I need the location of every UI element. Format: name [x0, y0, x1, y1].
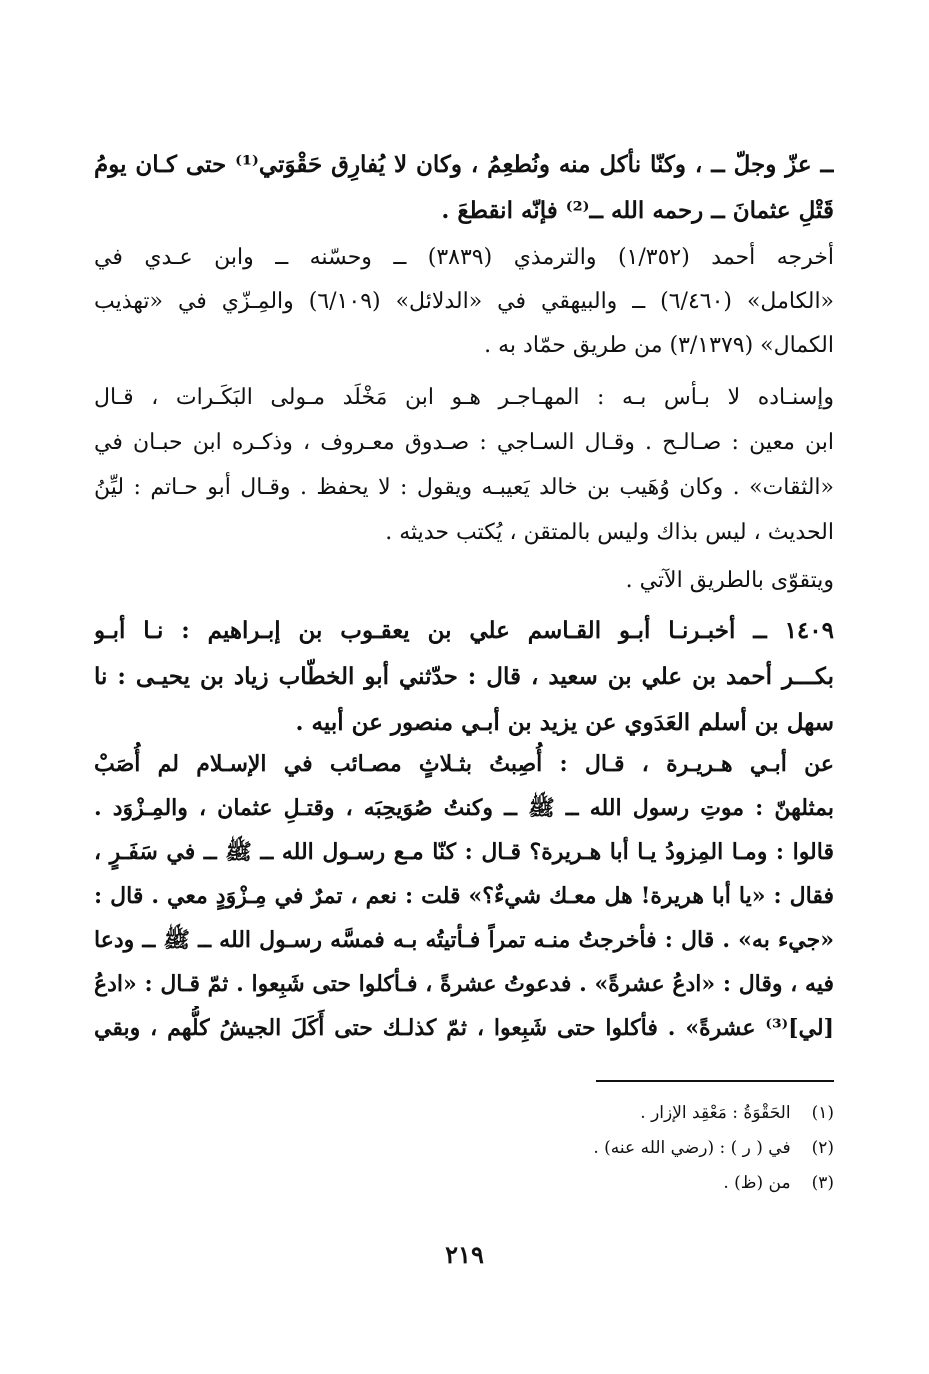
text-line: «الكامل» (٦/٤٦٠) ــ والبيهقي في «الدلائل» (٦/١٠٩) والمِـزّي في «تهذيب: [94, 289, 834, 314]
text-line: فيه ، وقال : «ادعُ عشرةً» . فدعوتُ عشرةً ، فـأكلوا حتى شَبِعوا . ثمّ قـال : «ادعُ: [94, 971, 834, 997]
footnote-2: [94, 1131, 834, 1166]
footnote-text: في ( ر ) : (رضي الله عنه) .: [593, 1138, 791, 1158]
paragraph-hadith-1409-text: [94, 742, 834, 1050]
text-line: قَتْلِ عثمانَ ــ رحمه الله ــ⁽²⁾ فإنّه انقطعَ .: [441, 197, 834, 224]
footnote-text: الحَقْوَةُ : مَعْقِد الإزار .: [640, 1103, 791, 1123]
text-line: «الثقات» . وكان وُهَيب بن خالد يَعيبـه ويقول : لا يحفظ . وقـال أبو حـاتم : ليِّنُ: [94, 475, 834, 500]
paragraph-takhrij: [94, 236, 834, 368]
text-line: بمثلهنّ : موتِ رسول الله ــ ﷺ ــ وكنتُ صُوَيحِبَه ، وقتـلِ عثمان ، والمِـزْوَد .: [94, 795, 834, 821]
text-line: وإسنـاده لا بـأس بـه : المهـاجـر هـو ابن مَخْلَد مـولى البَكَـرات ، قـال: [94, 385, 834, 410]
text-line: سهل بن أسلم العَدَوي عن يزيد بن أبـي منصور عن أبيه .: [295, 709, 834, 736]
footnote-number: (١): [811, 1103, 834, 1123]
paragraph-hadith-ending: [94, 142, 834, 234]
text-line: [لي]⁽³⁾ عشرةً» . فأكلوا حتى شَبِعوا ، ثمّ كذلـك حتى أَكَلَ الجيشُ كلُّهم ، وبقي: [94, 1015, 834, 1041]
text-line: قالوا : ومـا المِزودُ يـا أبا هـريرة؟ قـال : كنّا مـع رسـول الله ــ ﷺ ــ في سَفَـرٍ ،: [94, 839, 834, 865]
text-line: ــ عزّ وجلّ ــ ، وكنّا نأكل منه ونُطعِمُ ، وكان لا يُفارِق حَقْوَتي⁽¹⁾ حتى كـان يومُ: [94, 151, 834, 178]
text-line: الحديث ، ليس بذاك وليس بالمتقن ، يُكتب حديثه .: [385, 520, 834, 545]
paragraph-isnad-assessment: [94, 375, 834, 555]
paragraph-hadith-1409-chain: [94, 608, 834, 746]
footnote-text: من (ظ) .: [723, 1173, 791, 1193]
footnote-separator: [596, 1080, 834, 1082]
page-number: ٢١٩: [445, 1240, 484, 1269]
footnote-1: [94, 1096, 834, 1131]
paragraph-supporting-route: [94, 558, 834, 603]
text-line: «جيء به» . قال : فأخرجتُ منـه تمراً فـأتيتُه بـه فمسَّه رسـول الله ــ ﷺ ــ ودعا: [94, 927, 834, 953]
text-line: أخرجه أحمد (١/٣٥٢) والترمذي (٣٨٣٩) ــ وحسّنه ــ وابن عـدي في: [94, 245, 834, 270]
text-line: فقال : «يا أبا هريرة! هل معـك شيءٌ؟» قلت : نعم ، تمرٌ في مِـزْوَدٍ معي . قال :: [94, 883, 834, 909]
text-line: عن أبـي هـريـرة ، قـال : أُصِبتُ بثـلاثٍ مصـائب في الإسـلام لم أُصَبْ: [94, 751, 834, 777]
footnote-number: (٣): [811, 1173, 834, 1193]
text-line: الكمال» (٣/١٣٧٩) من طريق حمّاد به .: [484, 333, 834, 358]
text-line: ويتقوّى بالطريق الآتي .: [625, 568, 834, 593]
text-line: بكـــر أحمد بن علي بن سعيد ، قال : حدّثني أبو الخطّاب زياد بن يحيـى : نا: [94, 663, 834, 690]
text-line: ابن معين : صـالـح . وقـال السـاجي : صـدوق معـروف ، وذكـره ابن حبـان في: [94, 430, 834, 455]
footnote-3: [94, 1166, 834, 1201]
text-line: ١٤٠٩ ــ أخبـرنـا أبـو القـاسم علي بن يعقـوب بن إبـراهيم : نـا أبـو: [94, 617, 834, 644]
footnote-number: (٢): [811, 1138, 834, 1158]
footnotes: [94, 1096, 834, 1201]
